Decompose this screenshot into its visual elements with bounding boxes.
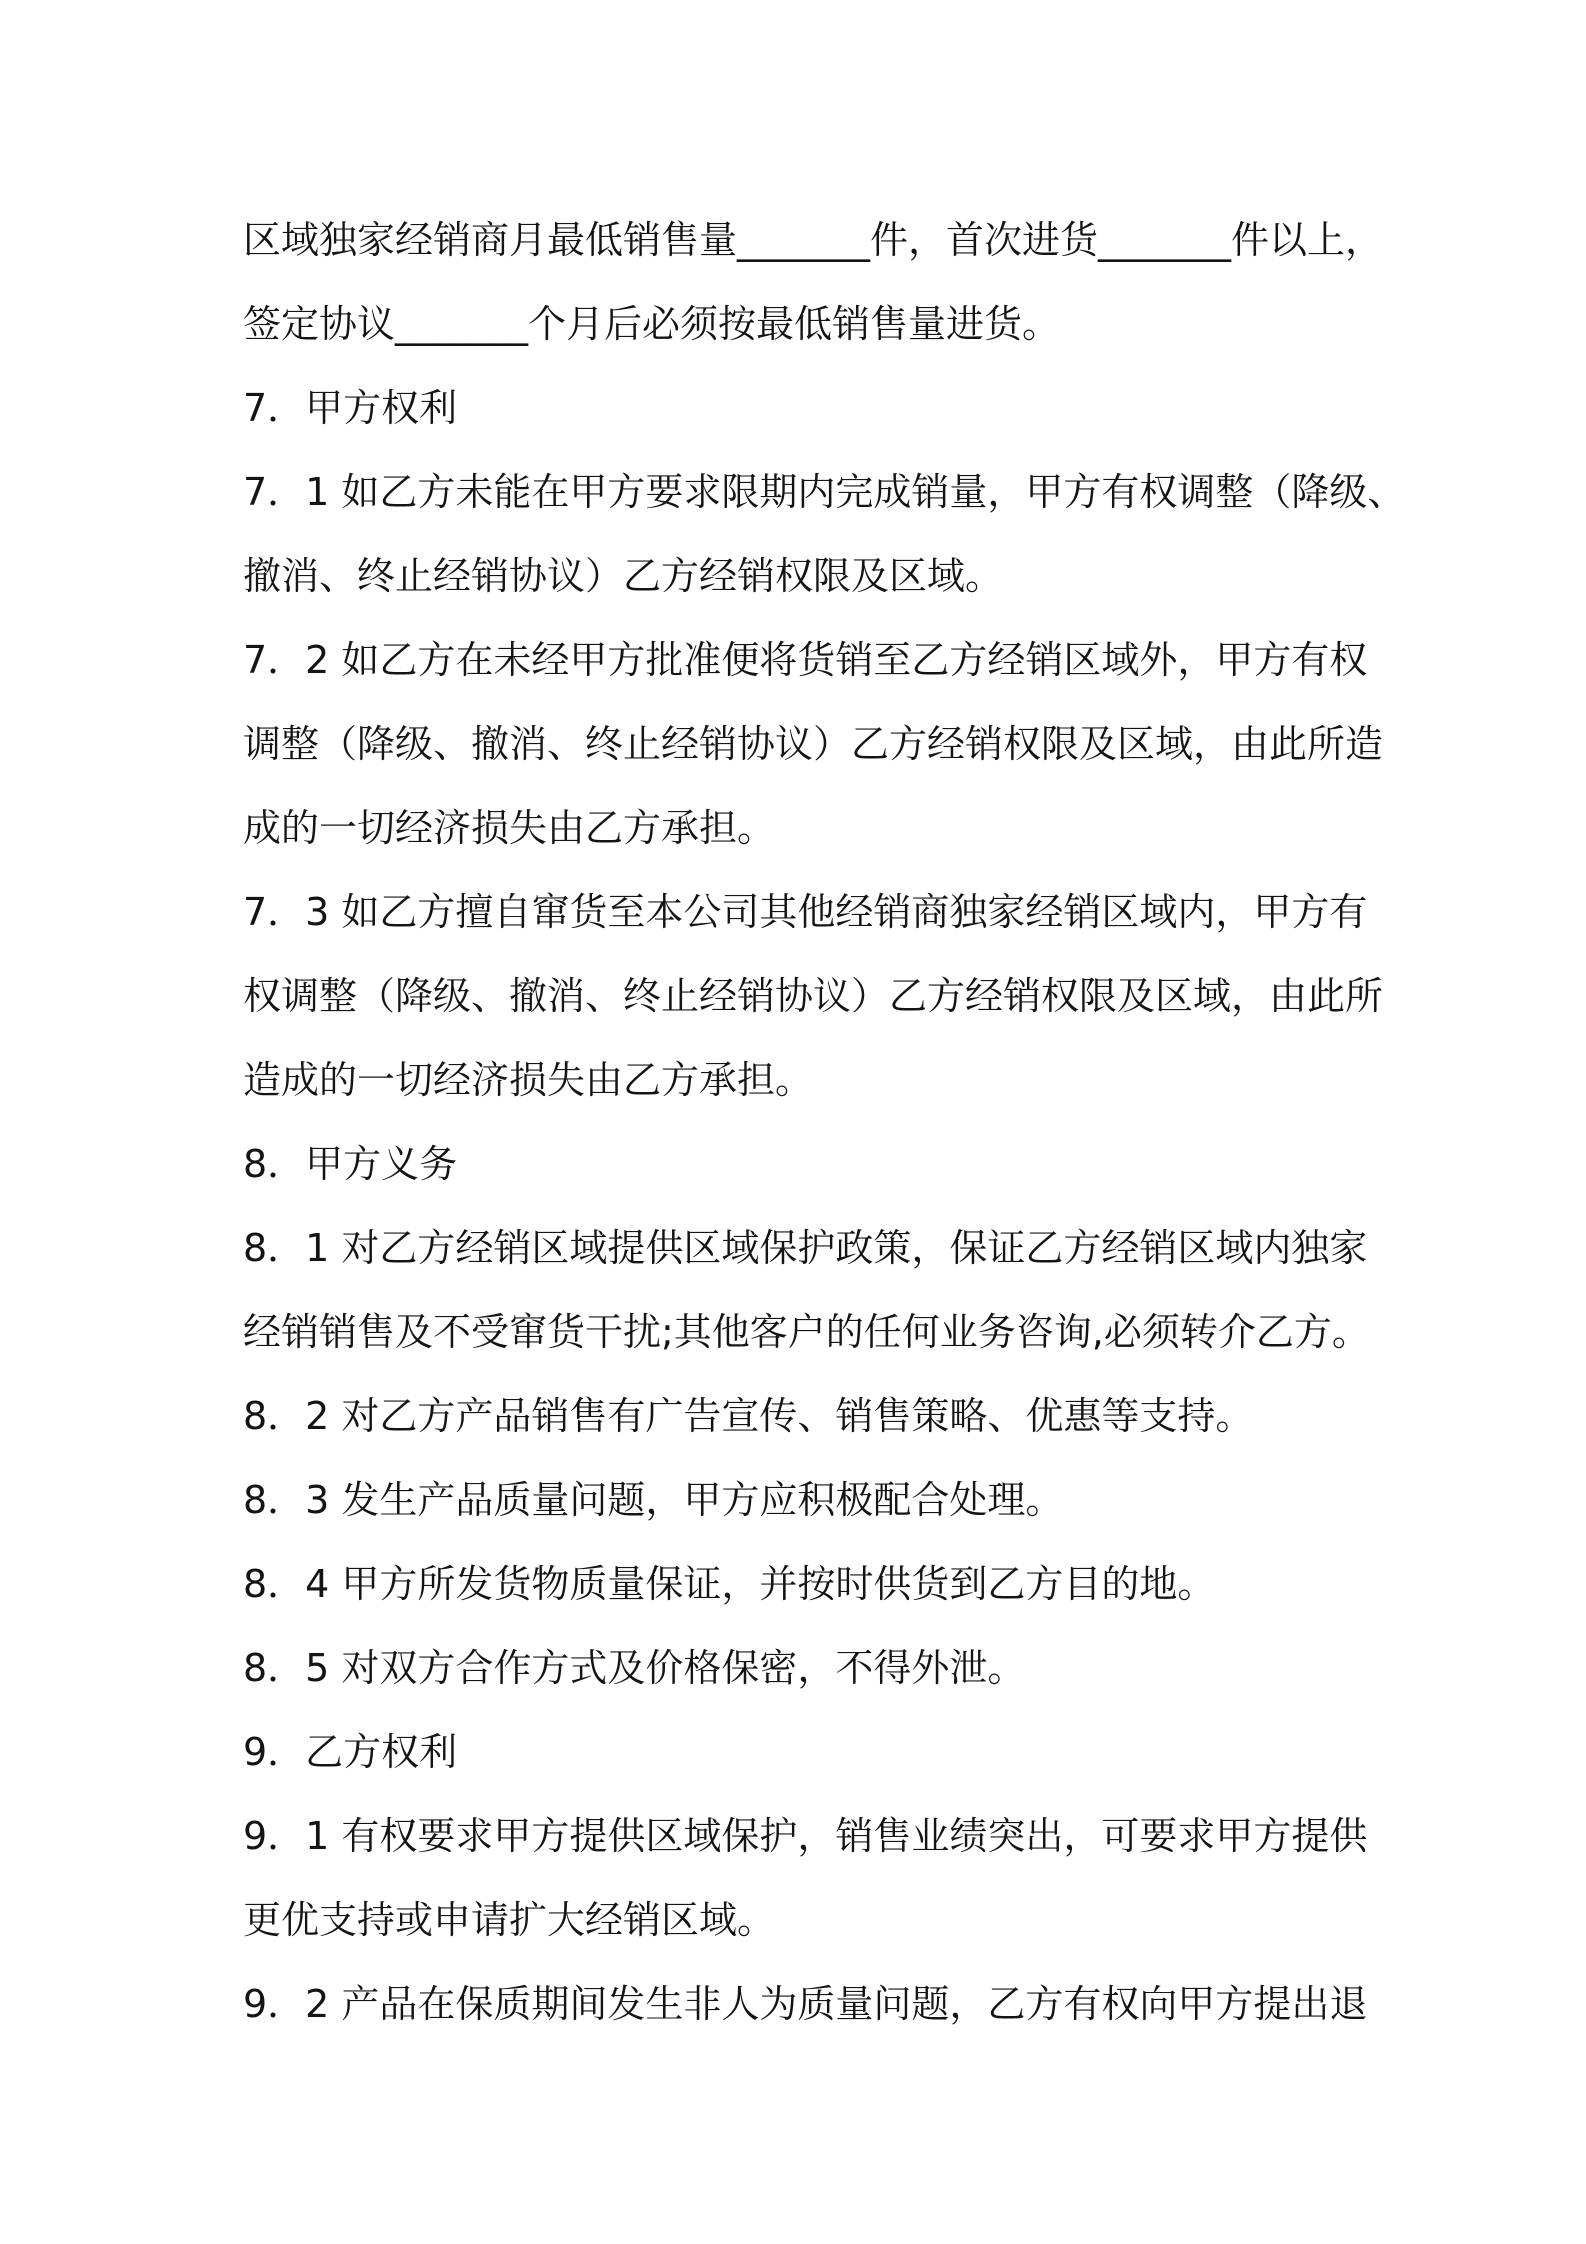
text-line: 7．3 如乙方擅自窜货至本公司其他经销商独家经销区域内，甲方有: [243, 890, 1368, 934]
section-heading: 9．乙方权利: [243, 1730, 458, 1774]
document-body: [243, 198, 1406, 2046]
section-heading: 7．甲方权利: [243, 386, 458, 430]
text-line: 区域独家经销商月最低销售量_______件，首次进货_______件以上，: [243, 218, 1384, 262]
text-line: 8．4 甲方所发货物质量保证，并按时供货到乙方目的地。: [243, 1562, 1216, 1606]
text-line: 调整（降级、撤消、终止经销协议）乙方经销权限及区域，由此所造: [243, 722, 1384, 766]
text-line: 成的一切经济损失由乙方承担。: [243, 806, 776, 850]
text-line: 经销销售及不受窜货干扰;其他客户的任何业务咨询,必须转介乙方。: [243, 1310, 1370, 1354]
text-line: 8．3 发生产品质量问题，甲方应积极配合处理。: [243, 1478, 1064, 1522]
text-line: 7．2 如乙方在未经甲方批准便将货销至乙方经销区域外，甲方有权: [243, 638, 1368, 682]
text-line: 更优支持或申请扩大经销区域。: [243, 1898, 776, 1942]
text-line: 权调整（降级、撤消、终止经销协议）乙方经销权限及区域，由此所: [243, 974, 1384, 1018]
text-line: 8．1 对乙方经销区域提供区域保护政策，保证乙方经销区域内独家: [243, 1226, 1368, 1270]
text-line: 造成的一切经济损失由乙方承担。: [243, 1058, 814, 1102]
text-line: 8．5 对双方合作方式及价格保密，不得外泄。: [243, 1646, 1026, 1690]
text-line: 签定协议_______个月后必须按最低销售量进货。: [243, 302, 1061, 346]
text-line: 撤消、终止经销协议）乙方经销权限及区域。: [243, 554, 1004, 598]
text-line: 8．2 对乙方产品销售有广告宣传、销售策略、优惠等支持。: [243, 1394, 1254, 1438]
section-heading: 8．甲方义务: [243, 1142, 458, 1186]
text-line: 7．1 如乙方未能在甲方要求限期内完成销量，甲方有权调整（降级、: [243, 470, 1406, 514]
text-line: 9．2 产品在保质期间发生非人为质量问题，乙方有权向甲方提出退: [243, 1982, 1368, 2026]
text-line: 9．1 有权要求甲方提供区域保护，销售业绩突出，可要求甲方提供: [243, 1814, 1368, 1858]
